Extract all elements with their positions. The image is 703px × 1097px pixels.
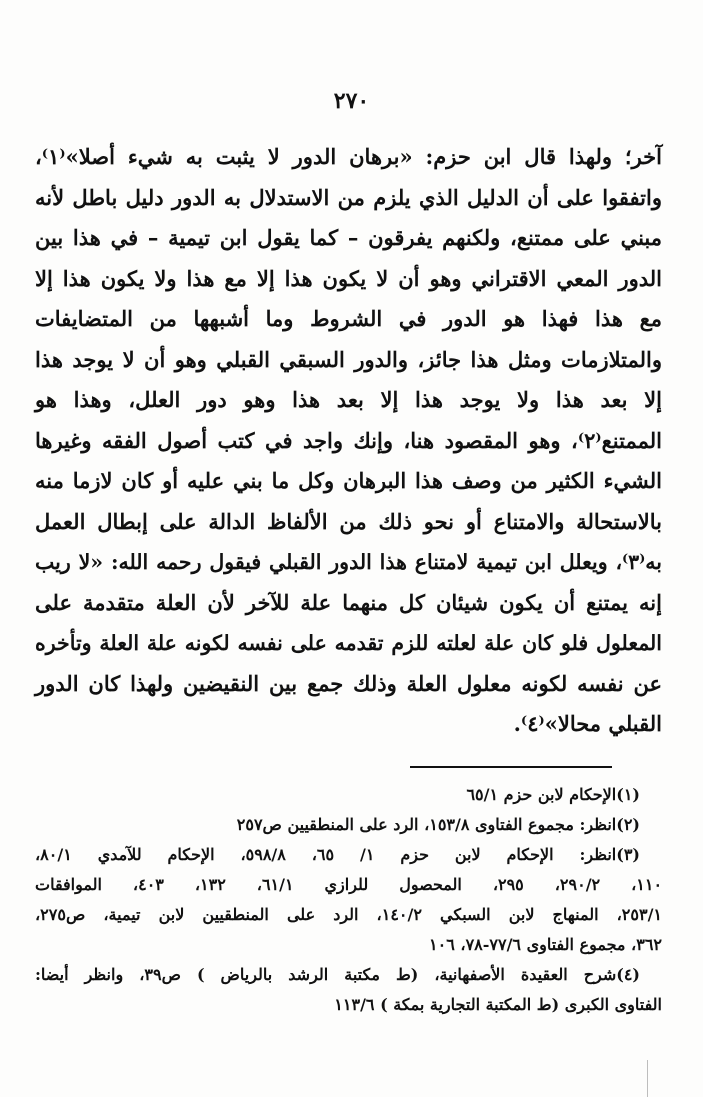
text-line: المعلول فلو كان علة لعلته للزم تقدمه على نفسه لكونه علة العلة وتأخره bbox=[35, 631, 662, 655]
footnote-4-line: الفتاوى الكبرى (ط المكتبة التجارية بمكة ) ١١٣/٦ bbox=[334, 995, 662, 1014]
text-line: واتفقوا على أن الدليل الذي يلزم من الاستدلال به الدور دليل باطل لأنه bbox=[35, 184, 662, 210]
footnote-3-line: ٣٦٢، مجموع الفتاوى ٧٧/٦-٧٨، ١٠٦ bbox=[429, 935, 662, 954]
footnote-4: (٤)شرح العقيدة الأصفهانية، (ط مكتبة الرشد بالرياض ) ص٣٩، وانظر أيضا: bbox=[35, 965, 640, 984]
page-number: ٢٧٠ bbox=[333, 88, 370, 114]
footnote-separator bbox=[410, 766, 612, 768]
footnotes bbox=[35, 780, 662, 1020]
text-line: مبني على ممتنع، ولكنهم يفرقون – كما يقول ابن تيمية – في هذا بين bbox=[35, 225, 662, 250]
text-line: الشيء الكثير من وصف هذا البرهان وكل ما بني عليه أو كان لازما منه bbox=[35, 468, 662, 493]
main-text bbox=[35, 137, 662, 745]
footnote-3: (٣)انظر: الإحكام لابن حزم ١/ ٦٥، ٥٩٨/٨، الإحكام للآمدي ٨٠/١، bbox=[35, 845, 640, 864]
text-line: مع هذا فهذا هو الدور في الشروط وما أشبهها من المتضايفات bbox=[35, 306, 662, 331]
footnote-2: (٢)انظر: مجموع الفتاوى ١٥٣/٨، الرد على المنطقيين ص٢٥٧ bbox=[236, 815, 640, 834]
footnote-1: (١)الإحكام لابن حزم ٦٥/١ bbox=[466, 785, 640, 804]
footnote-3-line: ٢٥٣/١، المنهاج لابن السبكي ١٤٠/٢، الرد على المنطقيين لابن تيمية، ص٢٧٥، bbox=[35, 905, 662, 924]
text-line: إنه يمتنع أن يكون شيئان كل منهما علة للآخر لأن العلة متقدمة على bbox=[35, 589, 662, 615]
text-line: الدور المعي الاقتراني وهو أن لا يكون هذا إلا مع هذا ولا يكون هذا إلا bbox=[35, 265, 662, 291]
text-line: الممتنع⁽٢⁾، وهو المقصود هنا، وإنك واجد في كتب أصول الفقه وغيرها bbox=[35, 427, 662, 453]
text-line: القبلي محالا»⁽٤⁾. bbox=[513, 711, 662, 736]
scan-margin-line bbox=[647, 1060, 648, 1097]
text-line: عن نفسه لكونه معلول العلة وذلك جمع بين النقيضين ولهذا كان الدور bbox=[35, 670, 662, 696]
text-line: والمتلازمات ومثل هذا جائز، والدور السبقي القبلي وهو أن لا يوجد هذا bbox=[35, 346, 662, 372]
text-line: آخر؛ ولهذا قال ابن حزم: «برهان الدور لا يثبت به شيء أصلا»⁽١⁾، bbox=[35, 144, 662, 169]
text-line: به⁽٣⁾، ويعلل ابن تيمية لامتناع هذا الدور القبلي فيقول رحمه الله: «لا ريب bbox=[35, 550, 662, 574]
text-line: إلا بعد هذا ولا يوجد هذا إلا بعد هذا وهو دور العلل، وهذا هو bbox=[35, 387, 662, 412]
text-line: بالاستحالة والامتناع أو نحو ذلك من الألفاظ الدالة على إبطال العمل bbox=[35, 508, 662, 534]
footnote-3-line: ١١٠، ٢٩٠/٢، ٢٩٥، المحصول للرازي ٦١/١، ١٣٢، ٤٠٣، الموافقات bbox=[35, 875, 663, 894]
